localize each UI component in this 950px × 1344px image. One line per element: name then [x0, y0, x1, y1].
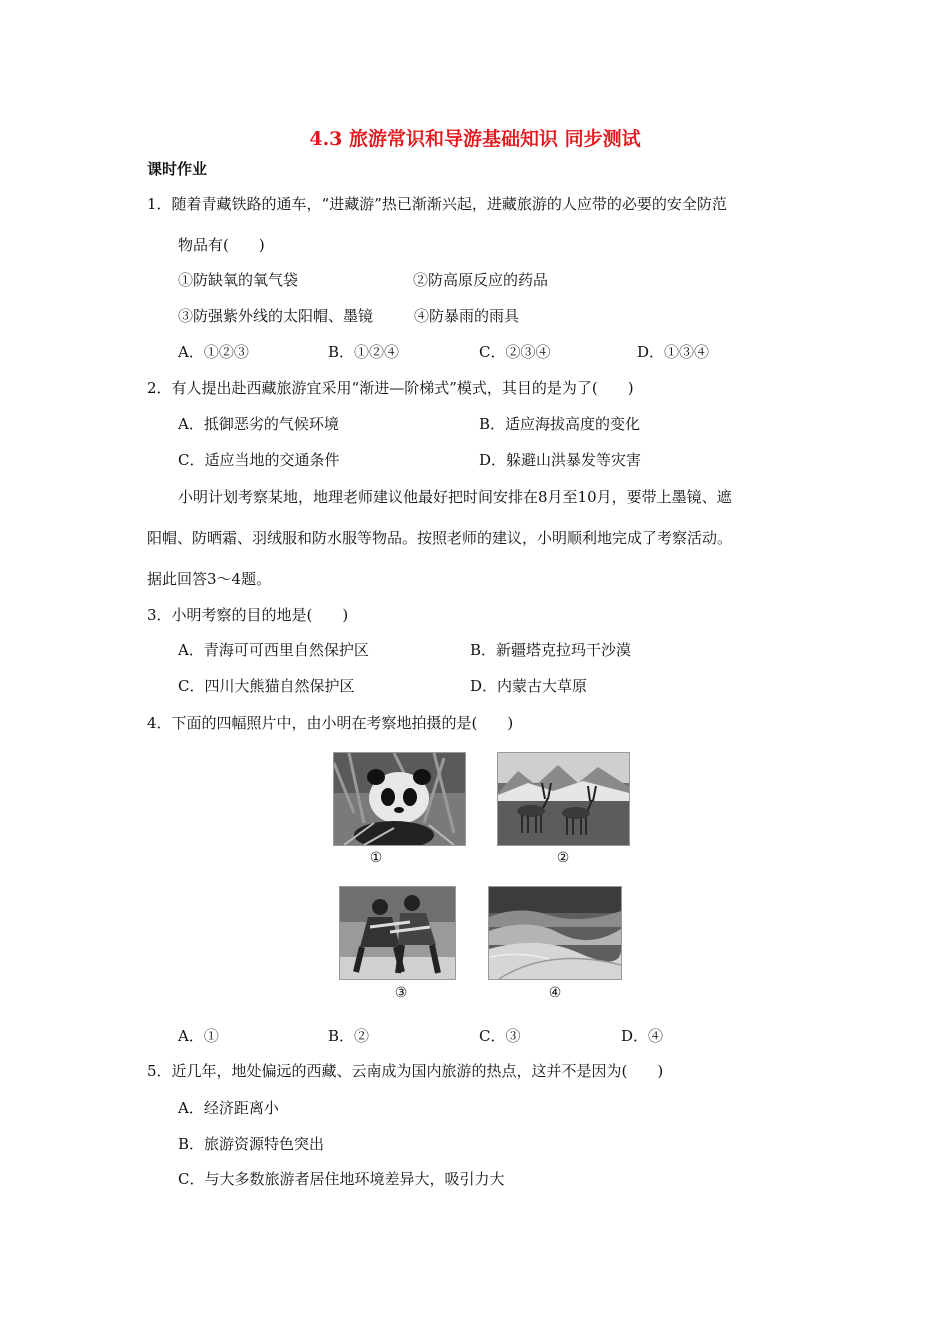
q1-option-b: B．①②④: [328, 343, 400, 361]
q5-option-c: C．与大多数旅游者居住地环境差异大，吸引力大: [178, 1170, 505, 1188]
q2-option-a: A．抵御恶劣的气候环境: [178, 415, 339, 433]
q1-option-a: A．①②③: [178, 343, 249, 361]
q5-stem: 5．近几年，地处偏远的西藏、云南成为国内旅游的热点，这并不是因为( ): [147, 1062, 664, 1080]
q2-option-b: B．适应海拔高度的变化: [479, 415, 641, 433]
q3-option-d: D．内蒙古大草原: [470, 677, 588, 695]
q1-option-d: D．①③④: [637, 343, 710, 361]
q1-stem-line2: 物品有( ): [178, 236, 265, 254]
q3-stem: 3．小明考察的目的地是( ): [147, 606, 349, 624]
section-heading: 课时作业: [147, 160, 208, 178]
q4-option-b: B．②: [328, 1027, 370, 1045]
photo-caption-3: ③: [394, 985, 408, 1001]
photo-caption-4: ④: [548, 985, 562, 1001]
passage-line3: 据此回答3～4题。: [147, 570, 272, 588]
q4-option-d: D．④: [621, 1027, 664, 1045]
q3-option-a: A．青海可可西里自然保护区: [178, 641, 369, 659]
desert-photo: [488, 886, 622, 980]
q5-option-b: B．旅游资源特色突出: [178, 1135, 325, 1153]
photo-caption-2: ②: [556, 850, 570, 866]
q1-item-2: ②防高原反应的药品: [413, 271, 549, 289]
photo-caption-1: ①: [369, 850, 383, 866]
q1-item-3: ③防强紫外线的太阳帽、墨镜: [178, 307, 374, 325]
panda-photo: [333, 752, 466, 846]
antelope-photo: [497, 752, 630, 846]
passage-line1: 小明计划考察某地，地理老师建议他最好把时间安排在8月至10月，要带上墨镜、遮: [178, 488, 732, 506]
q3-option-b: B．新疆塔克拉玛干沙漠: [470, 641, 632, 659]
q4-stem: 4．下面的四幅照片中，由小明在考察地拍摄的是( ): [147, 714, 514, 732]
q4-option-c: C．③: [479, 1027, 521, 1045]
q1-option-c: C．②③④: [479, 343, 551, 361]
q4-option-a: A．①: [178, 1027, 219, 1045]
dancers-photo: [339, 886, 456, 980]
q3-option-c: C．四川大熊猫自然保护区: [178, 677, 355, 695]
q1-stem-line1: 1．随着青藏铁路的通车，“进藏游”热已渐渐兴起，进藏旅游的人应带的必要的安全防范: [147, 195, 727, 213]
q2-stem: 2．有人提出赴西藏旅游宜采用“渐进—阶梯式”模式，其目的是为了( ): [147, 379, 634, 397]
q1-item-4: ④防暴雨的雨具: [414, 307, 520, 325]
q2-option-d: D．躲避山洪暴发等灾害: [479, 451, 642, 469]
q2-option-c: C．适应当地的交通条件: [178, 451, 340, 469]
q1-item-1: ①防缺氧的氧气袋: [178, 271, 299, 289]
passage-line2: 阳帽、防晒霜、羽绒服和防水服等物品。按照老师的建议，小明顺利地完成了考察活动。: [147, 529, 733, 547]
page-title: 4.3 旅游常识和导游基础知识 同步测试: [309, 128, 641, 150]
q5-option-a: A．经济距离小: [178, 1099, 279, 1117]
